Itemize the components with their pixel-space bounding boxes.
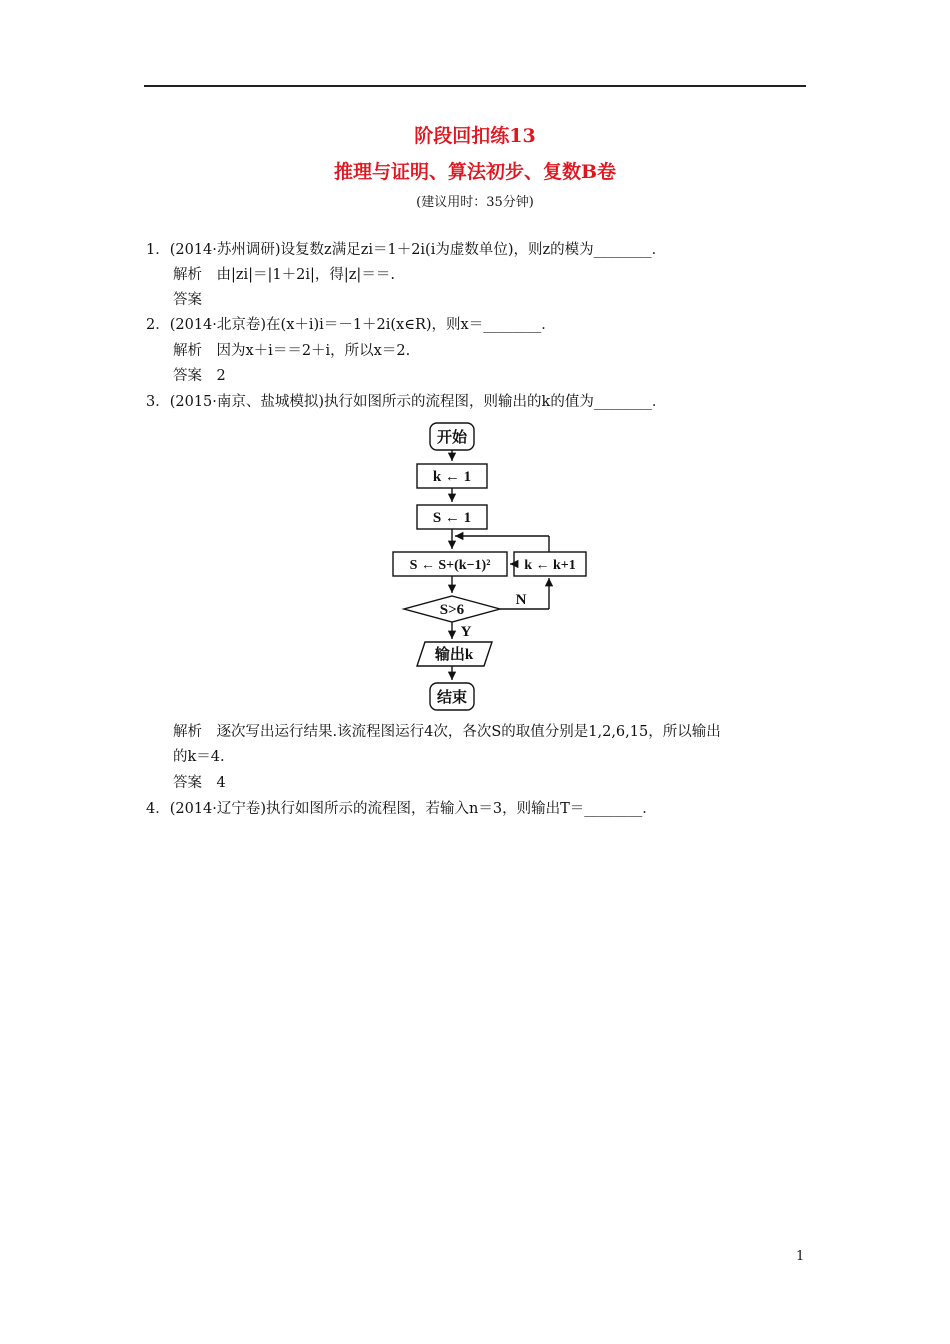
- page-number: 1: [796, 1249, 805, 1264]
- question-2-stem: 2．(2014·北京卷)在(x＋i)i＝－1＋2i(x∈R)，则x＝________．: [146, 317, 556, 333]
- question-2-answer: 答案 2: [173, 368, 226, 384]
- flowchart-end-label: 结束: [436, 690, 468, 706]
- page-subtitle-title: 推理与证明、算法初步、复数B卷: [333, 161, 617, 183]
- header-rule: [144, 85, 806, 87]
- question-2-analysis: 解析 因为x＋i＝＝2＋i，所以x＝2.: [173, 343, 411, 359]
- question-4-stem: 4．(2014·辽宁卷)执行如图所示的流程图，若输入n＝3，则输出T＝________．: [146, 801, 657, 817]
- time-suggestion: (建议用时：35分钟): [416, 195, 534, 210]
- flowchart-update-k-label: k ← k+1: [524, 558, 576, 573]
- question-1-stem: 1．(2014·苏州调研)设复数z满足zi＝1＋2i(i为虚数单位)，则z的模为________．: [146, 242, 667, 258]
- question-3-analysis-line1: 解析 逐次写出运行结果.该流程图运行4次，各次S的取值分别是1,2,6,15，所以输出: [173, 724, 721, 740]
- flowchart-yes-label: Y: [460, 624, 472, 640]
- flowchart: [380, 418, 630, 716]
- page-title: 阶段回扣练13: [414, 125, 536, 147]
- question-3-answer: 答案 4: [173, 775, 226, 791]
- question-3-stem: 3．(2015·南京、盐城模拟)执行如图所示的流程图，则输出的k的值为________．: [146, 394, 667, 410]
- flowchart-init-k-label: k ← 1: [432, 469, 472, 485]
- flowchart-output-label: 输出k: [434, 647, 474, 663]
- question-1-answer: 答案: [173, 292, 202, 308]
- flowchart-condition-label: S>6: [439, 602, 465, 618]
- flowchart-init-s-label: S ← 1: [432, 510, 472, 526]
- flowchart-start-label: 开始: [436, 430, 468, 446]
- question-1-analysis: 解析 由|zi|＝|1＋2i|，得|z|＝＝.: [173, 267, 395, 283]
- flowchart-no-label: N: [515, 592, 527, 608]
- question-3-analysis-line2: 的k＝4.: [173, 749, 225, 765]
- flowchart-update-s-label: S ← S+(k−1)²: [409, 558, 491, 573]
